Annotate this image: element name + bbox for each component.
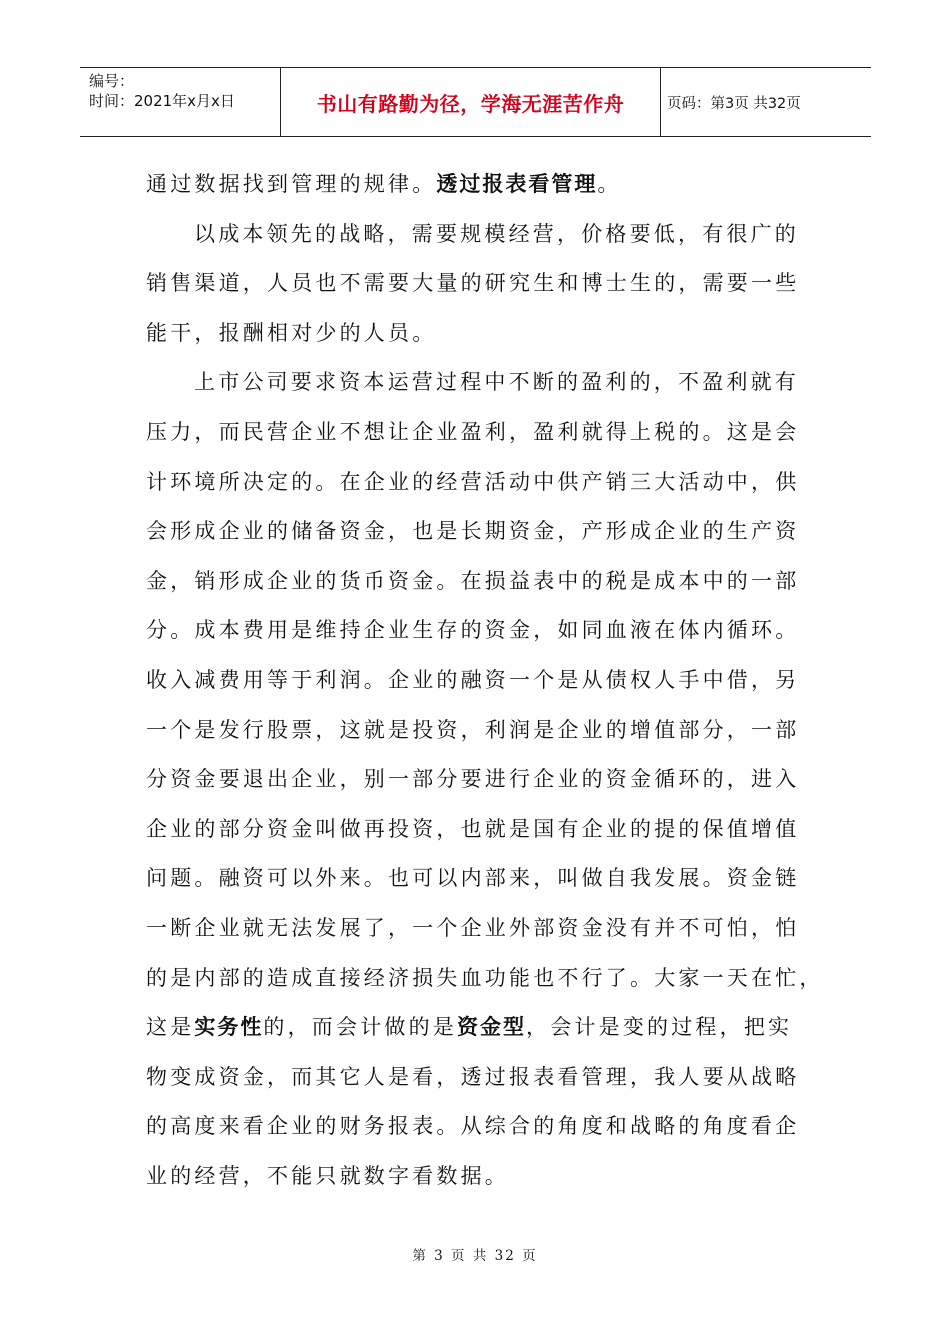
paragraph-start-line: 上市公司要求资本运营过程中不断的盈利的，不盈利就有: [194, 370, 799, 395]
bold-phrase: 实务性: [194, 1015, 264, 1040]
text-line: 一个是发行股票，这就是投资，利润是企业的增值部分，一部: [146, 717, 800, 742]
text-line: 销售渠道，人员也不需要大量的研究生和博士生的，需要一些: [146, 271, 800, 296]
header-motto: 书山有路勤为径，学海无涯苦作舟: [316, 91, 625, 116]
text-run: ，会计是变的过程，把实: [526, 1015, 793, 1040]
bold-phrase: 资金型: [457, 1015, 527, 1040]
text-line: 的是内部的造成直接经济损失血功能也不行了。大家一天在忙，: [146, 965, 824, 990]
text-line: 物变成资金，而其它人是看，透过报表看管理，我人要从战略: [146, 1064, 800, 1089]
text-line: 能干，报酬相对少的人员。: [146, 320, 437, 345]
text-line: 问题。融资可以外来。也可以内部来，叫做自我发展。资金链: [146, 866, 800, 891]
time-label: 时间：2021年x月x日: [89, 92, 235, 110]
header-page-info: 页码：第3页 共32页: [667, 95, 801, 112]
page-footer: [0, 1244, 950, 1264]
text-line: 分资金要退出企业，别一部分要进行企业的资金循环的，进入: [146, 767, 800, 792]
text-line: 收入减费用等于利润。企业的融资一个是从债权人手中借，另: [146, 667, 800, 692]
text-line: [146, 160, 806, 210]
paragraph-start-line: 以成本领先的战略，需要规模经营，价格要低，有很广的: [194, 221, 799, 246]
number-label: 编号：: [89, 72, 135, 90]
text-line: [146, 1003, 806, 1053]
header-meta: [80, 68, 281, 136]
text-line: 压力，而民营企业不想让企业盈利，盈利就得上税的。这是会: [146, 419, 800, 444]
text-line: 企业的部分资金叫做再投资，也就是国有企业的提的保值增值: [146, 816, 800, 841]
text-line: 的高度来看企业的财务报表。从综合的角度和战略的角度看企: [146, 1114, 800, 1139]
page-header: [80, 67, 871, 137]
text-line: 业的经营，不能只就数字看数据。: [146, 1163, 509, 1188]
header-motto-cell: [281, 68, 661, 136]
header-page-info-cell: [661, 68, 871, 136]
text-line: 会形成企业的储备资金，也是长期资金，产形成企业的生产资: [146, 519, 800, 544]
document-body: [146, 160, 824, 1201]
text-run: 通过数据找到管理的规律。: [146, 172, 437, 196]
bold-phrase: 透过报表看管理: [436, 172, 598, 196]
text-line: 一断企业就无法发展了，一个企业外部资金没有并不可怕，怕: [146, 915, 800, 940]
text-line: 金，销形成企业的货币资金。在损益表中的税是成本中的一部: [146, 568, 800, 593]
footer-page-number: 第 3 页 共 32 页: [412, 1248, 538, 1264]
text-run: 的，而会计做的是: [263, 1015, 458, 1040]
text-line: 分。成本费用是维持企业生存的资金，如同血液在体内循环。: [146, 618, 800, 643]
text-line: 计环境所决定的。在企业的经营活动中供产销三大活动中，供: [146, 469, 800, 494]
text-run: 。: [597, 172, 622, 196]
text-run: 这是: [146, 1015, 195, 1040]
